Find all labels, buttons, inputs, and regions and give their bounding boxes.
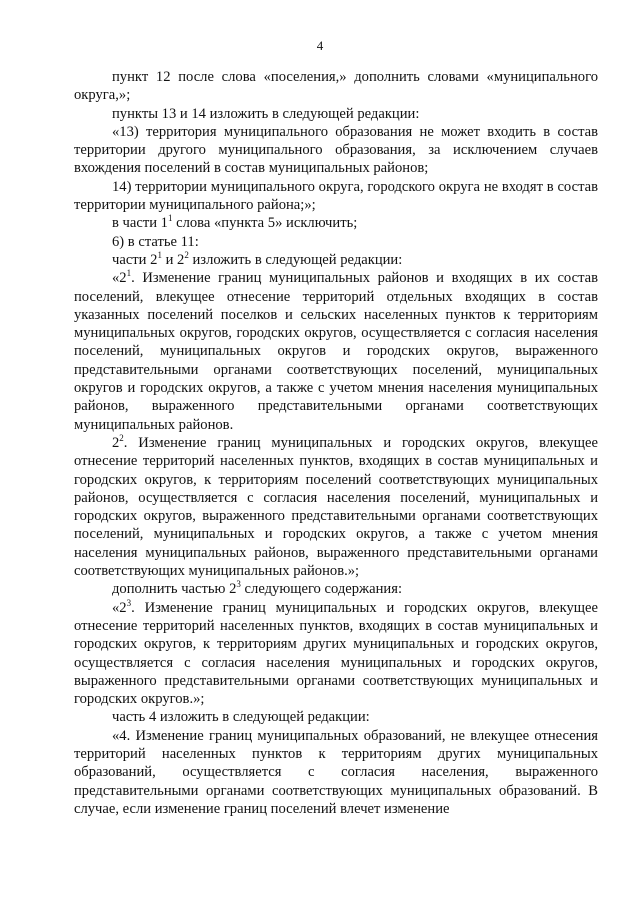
superscript: 2 — [184, 249, 189, 260]
superscript: 3 — [126, 597, 132, 608]
paragraph — [74, 68, 598, 105]
paragraph-text: 6) в статье 11: — [112, 233, 199, 250]
paragraph — [74, 269, 598, 434]
paragraph-text: и 2 — [161, 251, 185, 268]
superscript: 1 — [157, 249, 162, 260]
paragraph — [74, 123, 598, 178]
paragraph-text: пункт 12 после слова «поселения,» дополнить словами «муниципального округа,»; — [74, 69, 598, 104]
paragraph-text: 14) территории муниципального округа, городского округа не входят в состав территории муниципального района;»; — [74, 178, 598, 214]
paragraph — [74, 233, 598, 251]
paragraph-text: «13) территория муниципального образования не может входить в состав территории другого муниципального образования, за исключением случаев вхождения поселений в состав муниципальных районов; — [74, 123, 598, 177]
paragraph-text: . Изменение границ муниципальных и городских округов, влекущее отнесение территорий населенных пунктов, входящих в состав муниципальных и городских округов, к территориям других муниципальных и городских округов, осуществляется с согласия населения муниципальных и городских округов, выраженного представительными органами соответствующих муниципальных и городских округов.»; — [74, 599, 598, 708]
paragraph-text: пункты 13 и 14 изложить в следующей редакции: — [112, 105, 420, 122]
paragraph — [74, 727, 598, 818]
paragraph — [74, 599, 598, 709]
paragraph-text: «4. Изменение границ муниципальных образований, не влекущее отнесения территорий населенных пунктов к территориям других муниципальных образований, осуществляется с согласия населения, выраженного представительными органами соответствующих муниципальных образований. В случае, если изменение границ поселений влечет изменение — [74, 727, 598, 817]
paragraph — [74, 214, 598, 232]
paragraph — [74, 251, 598, 269]
paragraph-text: . Изменение границ муниципальных районов и входящих в их состав поселений, влекущее отнесение территорий отдельных входящих в состав указанных поселений поселков и сельских населенных пунктов к территориям муниципальных округов, городских округов, осуществляется с согласия населения поселений, муниципальных округов и городских округов, выраженного представительными органами соответствующих поселений, муниципальных округов и городских округов, а также с учетом мнения населения муниципальных районов, выраженного представительными органами соответствующих муниципальных районов. — [74, 270, 598, 433]
document-body — [74, 68, 598, 818]
paragraph-text: . Изменение границ муниципальных и городских округов, влекущее отнесение территорий населенных пунктов, входящих в состав муниципальных и городских округов, к территориям поселений соответствующих муниципальных районов, осуществляется с согласия населения поселений, муниципальных и городских округов, выраженного представительными органами соответствующих поселений, муниципальных и городских округов, а также с учетом мнения населения муниципальных районов, выраженного представительными органами соответствующих муниципальных районов.»; — [74, 434, 598, 580]
paragraph — [74, 580, 598, 598]
paragraph-text: 2 — [112, 434, 120, 451]
superscript: 1 — [167, 213, 173, 224]
paragraph-text: части 2 — [112, 251, 158, 268]
paragraph-text: «2 — [112, 599, 127, 616]
paragraph-text: часть 4 изложить в следующей редакции: — [112, 709, 370, 726]
paragraph — [74, 708, 598, 726]
superscript: 3 — [236, 579, 241, 590]
paragraph-text: в части 1 — [112, 215, 168, 232]
paragraph-text: дополнить частью 2 — [112, 581, 237, 598]
paragraph-text: «2 — [112, 270, 127, 287]
superscript: 1 — [126, 268, 132, 279]
paragraph — [74, 105, 598, 123]
superscript: 2 — [119, 432, 124, 443]
paragraph-text: слова «пункта 5» исключить; — [172, 215, 358, 232]
paragraph — [74, 178, 598, 215]
paragraph-text: следующего содержания: — [240, 581, 403, 598]
paragraph — [74, 434, 598, 580]
page-number: 4 — [316, 38, 324, 53]
paragraph-text: изложить в следующей редакции: — [188, 251, 403, 268]
